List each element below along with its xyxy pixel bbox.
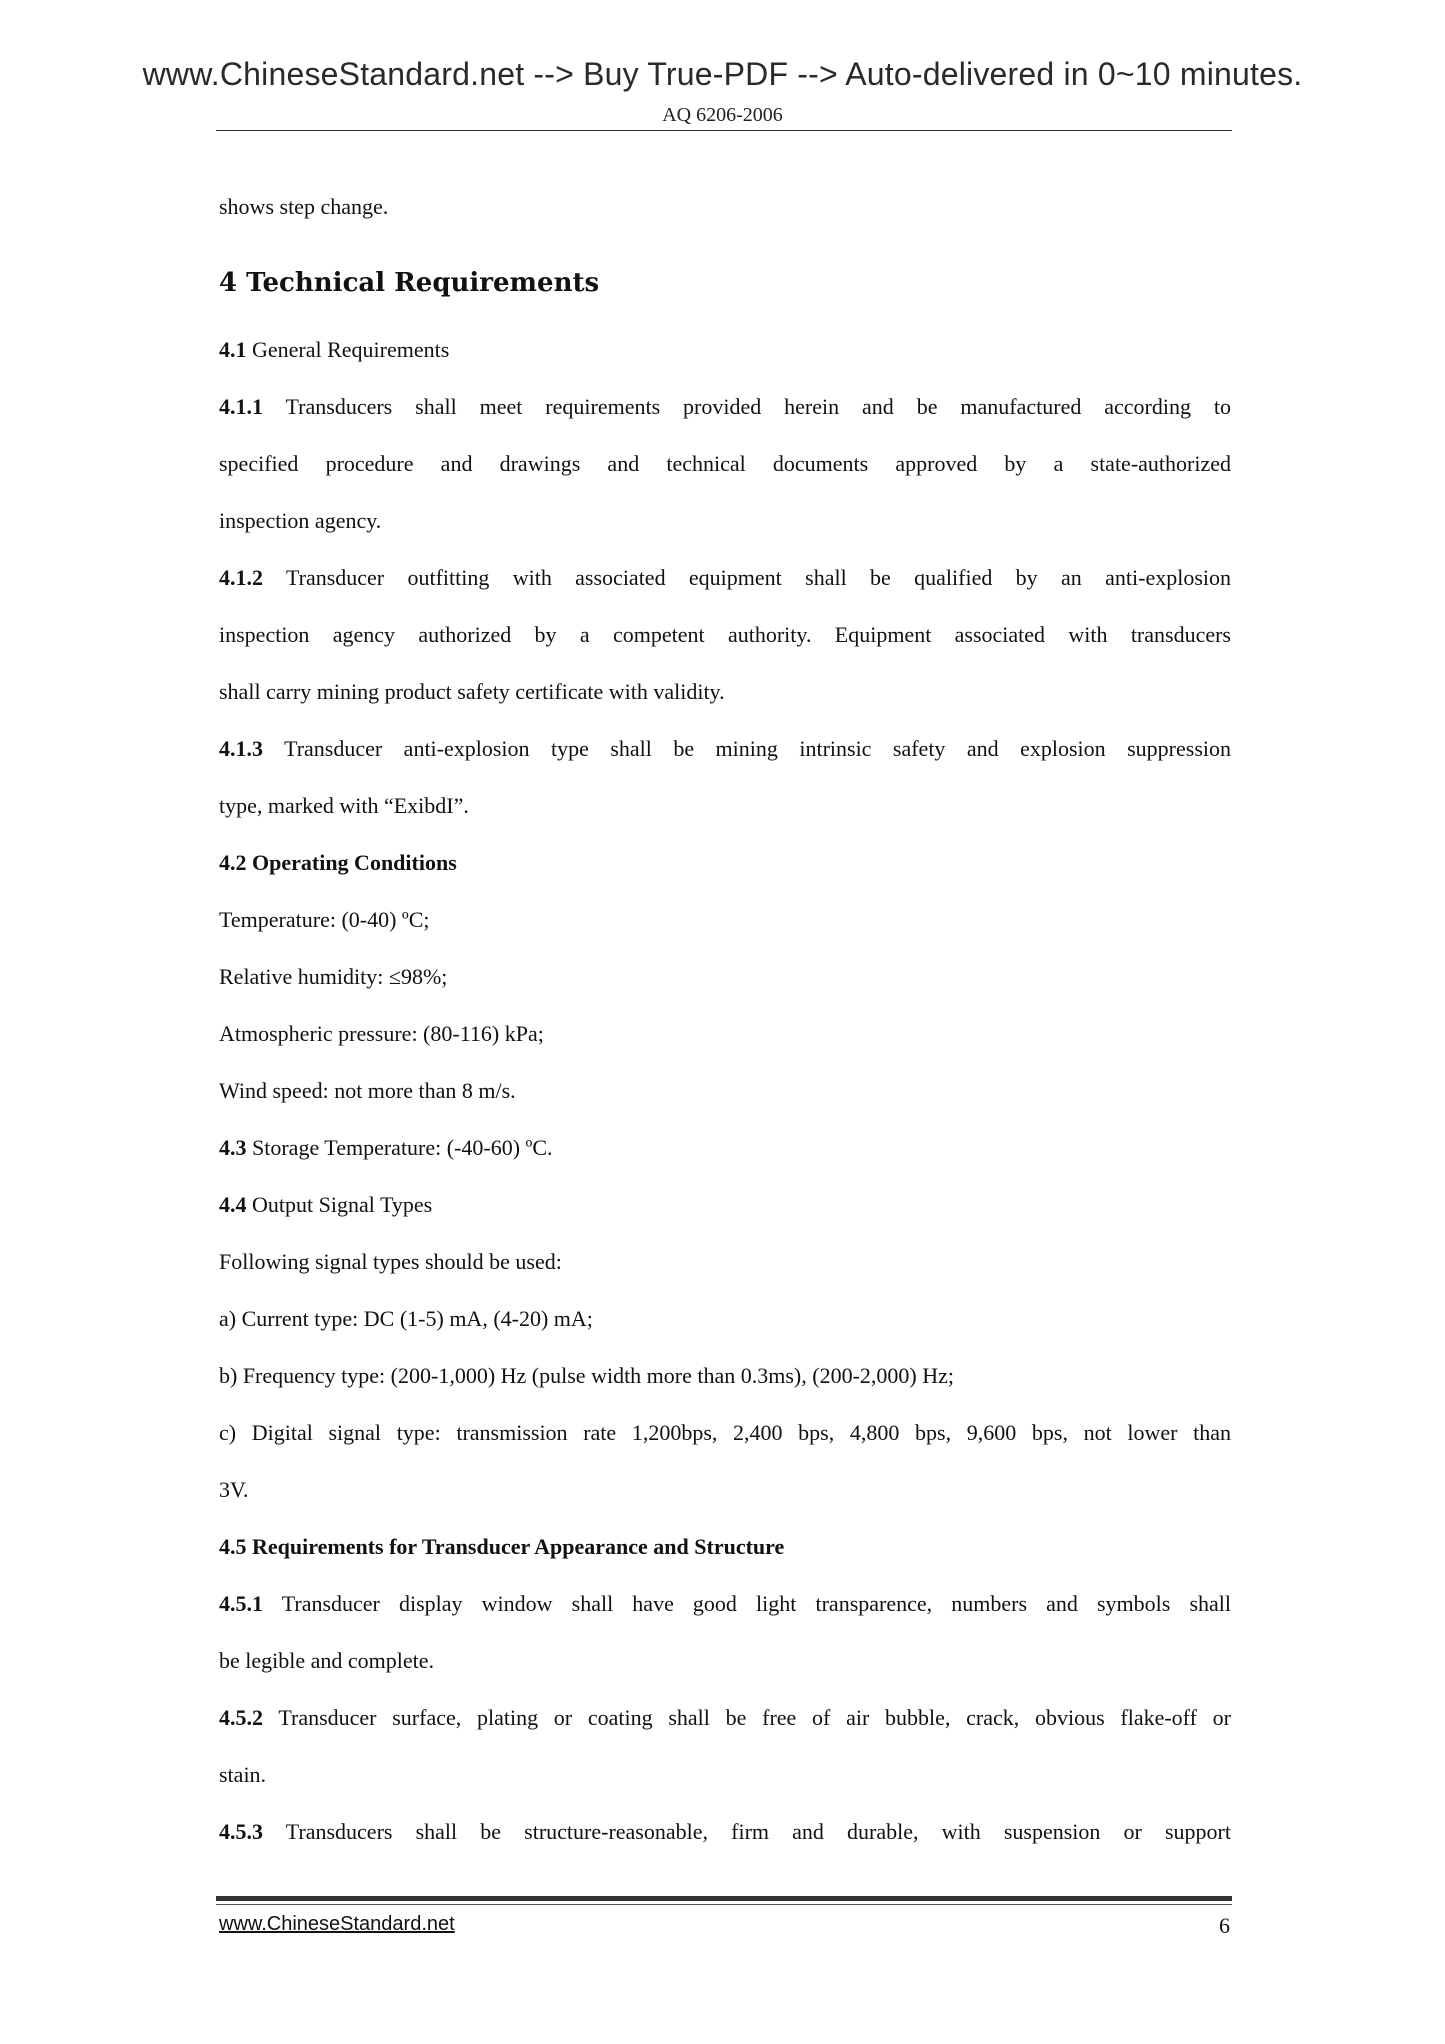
clause-4-5-2-line-1 (219, 1689, 1231, 1746)
clause-number: 4.1.2 (219, 565, 263, 590)
clause-number: 4.1 (219, 337, 247, 362)
condition-pressure: Atmospheric pressure: (80-116) kPa; (219, 1021, 544, 1046)
signals-intro: Following signal types should be used: (219, 1249, 562, 1274)
clause-number: 4.3 (219, 1135, 247, 1160)
clause-4-5-heading: 4.5 Requirements for Transducer Appearance and Structure (219, 1534, 785, 1559)
clause-text: Transducer outfitting with associated equipment shall be qualified by an anti-explosion (263, 565, 1231, 590)
clause-text: Transducer surface, plating or coating shall be free of air bubble, crack, obvious flake-off or (263, 1705, 1231, 1730)
page-content (219, 178, 1231, 1860)
clause-4-1-2-line-2: inspection agency authorized by a competent authority. Equipment associated with transducers (219, 622, 1231, 647)
clause-4-5-1-line-2: be legible and complete. (219, 1648, 435, 1673)
clause-title: General Requirements (246, 337, 450, 362)
signal-item-c-line-1: c) Digital signal type: transmission rate 1,200bps, 2,400 bps, 4,800 bps, 9,600 bps, not lower than (219, 1420, 1231, 1445)
clause-number: 4.1.3 (219, 736, 263, 761)
signal-item-b: b) Frequency type: (200-1,000) Hz (pulse width more than 0.3ms), (200-2,000) Hz; (219, 1363, 955, 1388)
clause-number: 4.5.1 (219, 1591, 263, 1616)
clause-4-1-2-line-3: shall carry mining product safety certificate with validity. (219, 679, 725, 704)
clause-text: Transducers shall meet requirements provided herein and be manufactured according to (263, 394, 1231, 419)
condition-wind: Wind speed: not more than 8 m/s. (219, 1078, 516, 1103)
clause-title: Output Signal Types (246, 1192, 433, 1217)
clause-text: Transducers shall be structure-reasonable, firm and durable, with suspension or support (263, 1819, 1231, 1844)
clause-4-1-1-line-1 (219, 378, 1231, 435)
clause-4-3 (219, 1119, 1231, 1176)
signal-item-a: a) Current type: DC (1-5) mA, (4-20) mA; (219, 1306, 593, 1331)
header-divider (216, 130, 1232, 131)
clause-text: Storage Temperature: (-40-60) ºC. (246, 1135, 553, 1160)
clause-4-5-1-line-1 (219, 1575, 1231, 1632)
clause-4-1 (219, 321, 1231, 378)
clause-4-4 (219, 1176, 1231, 1233)
signal-item-c-line-2: 3V. (219, 1477, 249, 1502)
header-banner[interactable]: www.ChineseStandard.net --> Buy True-PDF --> Auto-delivered in 0~10 minutes. (142, 56, 1303, 92)
section-heading-4: 4 Technical Requirements (219, 268, 600, 298)
condition-humidity: Relative humidity: ≤98%; (219, 964, 448, 989)
footer-website-link[interactable]: www.ChineseStandard.net (219, 1913, 455, 1935)
clause-number: 4.1.1 (219, 394, 263, 419)
footer-divider (216, 1896, 1232, 1901)
footer-divider-thin (216, 1904, 1232, 1905)
clause-number: 4.5.2 (219, 1705, 263, 1730)
clause-4-1-1-line-3: inspection agency. (219, 508, 382, 533)
clause-4-1-2-line-1 (219, 549, 1231, 606)
condition-temperature: Temperature: (0-40) ºC; (219, 907, 430, 932)
clause-4-5-2-line-2: stain. (219, 1762, 267, 1787)
clause-number: 4.5.3 (219, 1819, 263, 1844)
clause-4-2-heading: 4.2 Operating Conditions (219, 850, 457, 875)
paragraph-line: shows step change. (219, 194, 389, 219)
document-code: AQ 6206-2006 (662, 104, 783, 126)
clause-4-1-3-line-1 (219, 720, 1231, 777)
clause-4-1-3-line-2: type, marked with “ExibdI”. (219, 793, 469, 818)
clause-4-1-1-line-2: specified procedure and drawings and technical documents approved by a state-authorized (219, 451, 1231, 476)
page-number: 6 (1219, 1913, 1230, 1938)
clause-text: Transducer display window shall have good light transparence, numbers and symbols shall (263, 1591, 1231, 1616)
clause-number: 4.4 (219, 1192, 247, 1217)
clause-text: Transducer anti-explosion type shall be mining intrinsic safety and explosion suppression (263, 736, 1231, 761)
clause-4-5-3-line-1 (219, 1803, 1231, 1860)
